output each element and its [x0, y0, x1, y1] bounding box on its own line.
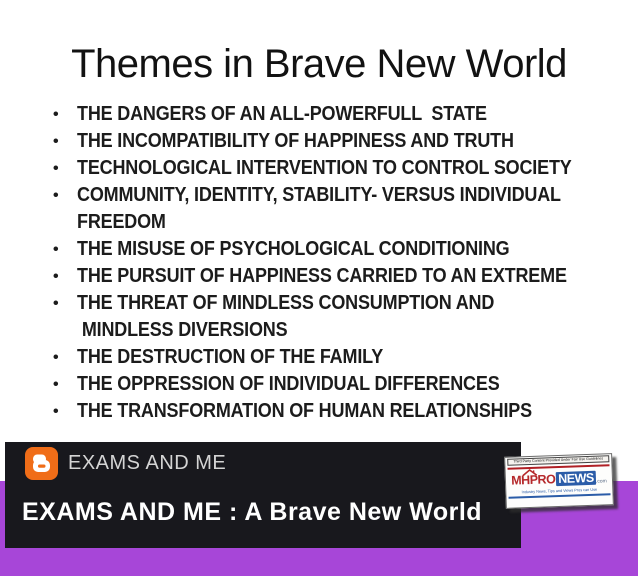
- bullet-marker: •: [53, 133, 59, 150]
- bullet-text: THE OPPRESSION OF INDIVIDUAL DIFFERENCES: [77, 373, 500, 395]
- bullet-text: FREEDOM: [77, 211, 166, 233]
- theme-bullet-list: [0, 101, 638, 425]
- bullet-line: [0, 101, 638, 128]
- brand-mh: MH: [511, 473, 530, 488]
- bullet-text: COMMUNITY, IDENTITY, STABILITY- VERSUS INDIVIDUAL: [77, 184, 561, 206]
- bullet-line: [0, 344, 638, 371]
- bullet-text: TECHNOLOGICAL INTERVENTION TO CONTROL SOCIETY: [77, 157, 572, 179]
- blog-name[interactable]: EXAMS AND ME: [68, 452, 227, 474]
- bullet-marker: •: [53, 349, 59, 366]
- mhpronews-watermark: [504, 453, 614, 509]
- bullet-text: THE INCOMPATIBILITY OF HAPPINESS AND TRUTH: [77, 130, 514, 152]
- bullet-line: [0, 128, 638, 155]
- watermark-disclaimer: Third Party Content Provided Under Fair Use Guidelines: [507, 455, 609, 466]
- bullet-marker: •: [53, 241, 59, 258]
- bullet-line: [0, 263, 638, 290]
- bullet-marker: •: [53, 268, 59, 285]
- house-roof-icon: [522, 468, 538, 476]
- brand-pro: PRO: [529, 472, 556, 488]
- blogger-icon[interactable]: [25, 447, 58, 480]
- bullet-marker: •: [53, 403, 59, 420]
- bullet-text: THE THREAT OF MINDLESS CONSUMPTION AND: [77, 292, 495, 314]
- brand-news: NEWS: [558, 470, 594, 487]
- bullet-marker: •: [53, 295, 59, 312]
- bullet-text: MINDLESS DIVERSIONS: [77, 319, 288, 341]
- post-title[interactable]: EXAMS AND ME : A Brave New World: [22, 498, 483, 526]
- bullet-text: THE TRANSFORMATION OF HUMAN RELATIONSHIPS: [77, 400, 532, 422]
- blogger-b-glyph: [25, 447, 58, 480]
- slide-title: Themes in Brave New World: [71, 42, 567, 86]
- brand-tld: .com: [595, 477, 607, 485]
- bullet-line: [0, 290, 638, 317]
- bullet-marker: •: [53, 160, 59, 177]
- bullet-line-continuation: [0, 317, 638, 344]
- mhpronews-logo: [508, 470, 610, 489]
- bullet-line: [0, 182, 638, 209]
- bullet-line: [0, 398, 638, 425]
- bullet-text: THE MISUSE OF PSYCHOLOGICAL CONDITIONING: [77, 238, 510, 260]
- bullet-line: [0, 236, 638, 263]
- bullet-text: THE DANGERS OF AN ALL-POWERFULL STATE: [77, 103, 487, 125]
- bullet-marker: •: [53, 187, 59, 204]
- bullet-text: THE DESTRUCTION OF THE FAMILY: [77, 346, 384, 368]
- watermark-slogan: Industry News, Tips and Views Pros can Use: [521, 487, 598, 494]
- bullet-line: [0, 155, 638, 182]
- bullet-line-continuation: [0, 209, 638, 236]
- bullet-text: THE PURSUIT OF HAPPINESS CARRIED TO AN EXTREME: [77, 265, 567, 287]
- bullet-marker: •: [53, 376, 59, 393]
- bullet-line: [0, 371, 638, 398]
- bullet-marker: •: [53, 106, 59, 123]
